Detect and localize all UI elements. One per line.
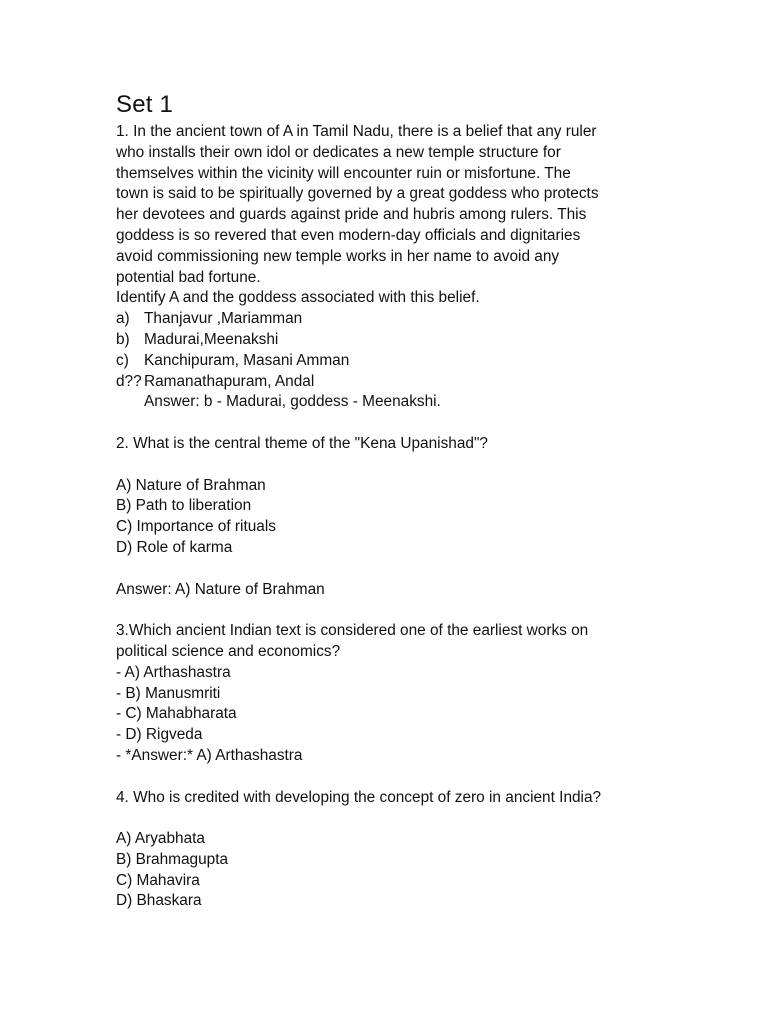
question-4-option-c: C) Mahavira xyxy=(116,871,200,889)
spacer xyxy=(116,808,656,829)
question-4-option-b: B) Brahmagupta xyxy=(116,850,229,868)
spacer xyxy=(116,767,656,788)
set-title: Set 1 xyxy=(116,91,174,118)
option-text: Thanjavur ,Mariamman xyxy=(144,310,303,328)
spacer xyxy=(116,455,656,476)
question-2 xyxy=(116,434,656,600)
question-1 xyxy=(116,122,656,413)
question-1-option-c xyxy=(116,351,656,372)
question-1-line: her devotees and guards against pride and hubris among rulers. This xyxy=(116,206,587,224)
question-3-option-b: - B) Manusmriti xyxy=(116,684,221,702)
question-2-option-b: B) Path to liberation xyxy=(116,497,252,515)
question-1-option-b xyxy=(116,330,656,351)
question-4-text: 4. Who is credited with developing the concept of zero in ancient India? xyxy=(116,788,602,806)
question-1-line: avoid commissioning new temple works in her name to avoid any xyxy=(116,247,560,265)
option-marker: d?? xyxy=(116,372,142,390)
question-1-line: themselves within the vicinity will encounter ruin or misfortune. The xyxy=(116,164,571,182)
question-3 xyxy=(116,621,656,767)
spacer xyxy=(116,559,656,580)
question-3-line: political science and economics? xyxy=(116,642,341,660)
question-1-line: town is said to be spiritually governed by a great goddess who protects xyxy=(116,185,599,203)
question-1-line: goddess is so revered that even modern-day officials and dignitaries xyxy=(116,226,581,244)
question-1-line: Identify A and the goddess associated with this belief. xyxy=(116,289,480,307)
document-page xyxy=(116,88,656,912)
question-3-option-c: - C) Mahabharata xyxy=(116,705,237,723)
question-1-option-a xyxy=(116,309,656,330)
question-1-line: who installs their own idol or dedicates a new temple structure for xyxy=(116,143,561,161)
question-1-option-d xyxy=(116,372,656,393)
question-3-option-d: - D) Rigveda xyxy=(116,726,203,744)
question-2-text: 2. What is the central theme of the "Kena Upanishad"? xyxy=(116,434,488,452)
option-text: Madurai,Meenakshi xyxy=(144,330,279,348)
spacer xyxy=(116,413,656,434)
option-marker: b) xyxy=(116,330,130,348)
question-4-option-a: A) Aryabhata xyxy=(116,830,205,848)
option-text: Ramanathapuram, Andal xyxy=(144,372,315,390)
question-2-option-d: D) Role of karma xyxy=(116,538,233,556)
question-3-answer: - *Answer:* A) Arthashastra xyxy=(116,746,303,764)
question-2-answer: Answer: A) Nature of Brahman xyxy=(116,580,325,598)
option-text: Kanchipuram, Masani Amman xyxy=(144,351,350,369)
question-2-option-a: A) Nature of Brahman xyxy=(116,476,266,494)
question-4 xyxy=(116,788,656,913)
option-marker: c) xyxy=(116,351,129,369)
question-3-option-a: - A) Arthashastra xyxy=(116,663,231,681)
question-1-line: 1. In the ancient town of A in Tamil Nadu, there is a belief that any ruler xyxy=(116,123,597,140)
question-3-line: 3.Which ancient Indian text is considered one of the earliest works on xyxy=(116,622,589,640)
question-1-answer: Answer: b - Madurai, goddess - Meenakshi. xyxy=(144,393,441,411)
question-4-option-d: D) Bhaskara xyxy=(116,892,202,910)
question-2-option-c: C) Importance of rituals xyxy=(116,518,276,536)
spacer xyxy=(116,600,656,621)
question-1-line: potential bad fortune. xyxy=(116,268,261,286)
option-marker: a) xyxy=(116,310,130,328)
